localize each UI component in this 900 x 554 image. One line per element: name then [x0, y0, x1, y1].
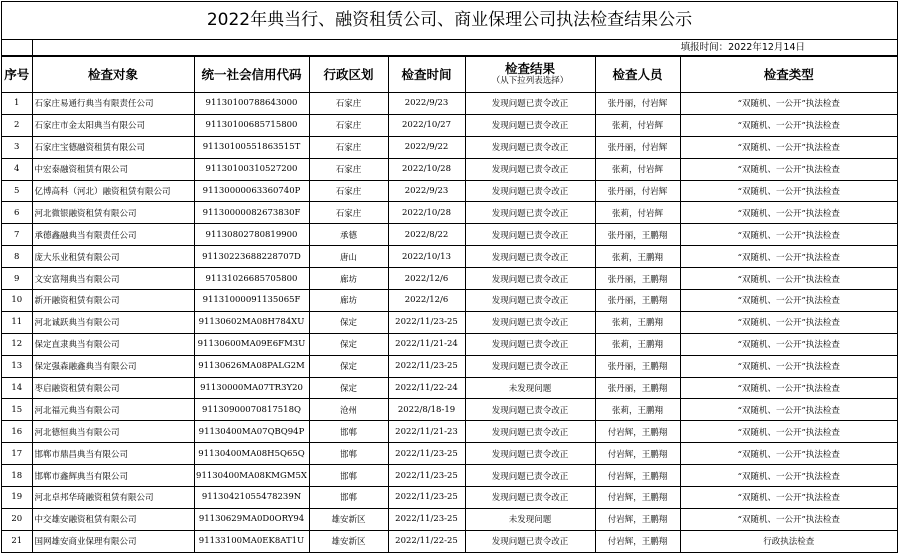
- cell-time: 2022/10/27: [388, 114, 465, 136]
- cell-staff: 张丹丽，王鹏翔: [595, 355, 680, 377]
- table-row: [2, 508, 897, 530]
- cell-object: 新开融资租赁有限公司: [32, 290, 194, 312]
- cell-code: 91130900070817518Q: [194, 399, 309, 421]
- cell-object: 河北卓邦华琦融资租赁有限公司: [32, 487, 194, 509]
- table-row: [2, 136, 897, 158]
- header-seq: 序号: [2, 57, 32, 93]
- cell-code: 91130802780819900: [194, 224, 309, 246]
- cell-region: 廊坊: [309, 290, 388, 312]
- fill-date-row: [2, 40, 897, 56]
- header-row: [2, 57, 897, 93]
- cell-time: 2022/11/23-25: [388, 465, 465, 487]
- cell-staff: 付岩辉，王鹏翔: [595, 465, 680, 487]
- cell-object: 河北福元典当有限公司: [32, 399, 194, 421]
- cell-type: “双随机、一公开”执法检查: [680, 93, 897, 115]
- cell-type: “双随机、一公开”执法检查: [680, 224, 897, 246]
- table-row: [2, 333, 897, 355]
- cell-object: 亿博高科（河北）融资租赁有限公司: [32, 180, 194, 202]
- cell-seq: 3: [2, 136, 32, 158]
- cell-type: “双随机、一公开”执法检查: [680, 246, 897, 268]
- cell-region: 石家庄: [309, 114, 388, 136]
- cell-seq: 21: [2, 530, 32, 551]
- header-result-note: （从下拉列表选择）: [491, 76, 569, 86]
- cell-time: 2022/9/22: [388, 136, 465, 158]
- cell-type: “双随机、一公开”执法检查: [680, 268, 897, 290]
- table-row: [2, 355, 897, 377]
- cell-seq: 15: [2, 399, 32, 421]
- cell-seq: 4: [2, 158, 32, 180]
- cell-type: “双随机、一公开”执法检查: [680, 399, 897, 421]
- cell-result: 发现问题已责令改正: [465, 202, 595, 224]
- header-result: [465, 57, 595, 93]
- cell-region: 保定: [309, 333, 388, 355]
- cell-object: 文安富翔典当有限公司: [32, 268, 194, 290]
- cell-object: 河北德恒典当有限公司: [32, 421, 194, 443]
- cell-code: 91130400MA08H5Q65Q: [194, 443, 309, 465]
- cell-region: 廊坊: [309, 268, 388, 290]
- cell-code: 91130000063360740P: [194, 180, 309, 202]
- cell-time: 2022/9/23: [388, 93, 465, 115]
- cell-code: 91130602MA08H784XU: [194, 311, 309, 333]
- cell-type: “双随机、一公开”执法检查: [680, 180, 897, 202]
- cell-region: 雄安新区: [309, 508, 388, 530]
- table-row: [2, 246, 897, 268]
- cell-result: 发现问题已责令改正: [465, 158, 595, 180]
- cell-seq: 10: [2, 290, 32, 312]
- table-row: [2, 311, 897, 333]
- cell-result: 发现问题已责令改正: [465, 180, 595, 202]
- cell-type: “双随机、一公开”执法检查: [680, 114, 897, 136]
- cell-staff: 张丹丽，付岩辉: [595, 180, 680, 202]
- cell-time: 2022/11/21-23: [388, 421, 465, 443]
- cell-type: “双随机、一公开”执法检查: [680, 465, 897, 487]
- cell-result: 发现问题已责令改正: [465, 136, 595, 158]
- cell-seq: 20: [2, 508, 32, 530]
- cell-seq: 6: [2, 202, 32, 224]
- cell-seq: 5: [2, 180, 32, 202]
- table-body: [2, 93, 897, 552]
- cell-type: “双随机、一公开”执法检查: [680, 158, 897, 180]
- cell-code: 91130100788643000: [194, 93, 309, 115]
- cell-type: “双随机、一公开”执法检查: [680, 136, 897, 158]
- header-staff: 检查人员: [595, 57, 680, 93]
- cell-object: 中宏泰融资租赁有限公司: [32, 158, 194, 180]
- cell-region: 邯郸: [309, 487, 388, 509]
- cell-result: 发现问题已责令改正: [465, 93, 595, 115]
- fill-date: 填报时间：2022年12月14日: [680, 42, 805, 53]
- results-table: [2, 56, 897, 552]
- cell-time: 2022/11/23-25: [388, 487, 465, 509]
- cell-staff: 张莉，王鹏翔: [595, 311, 680, 333]
- cell-time: 2022/11/23-25: [388, 443, 465, 465]
- table-row: [2, 399, 897, 421]
- cell-staff: 张莉，付岩辉: [595, 202, 680, 224]
- cell-staff: 张莉，王鹏翔: [595, 246, 680, 268]
- cell-code: 91130100551863515T: [194, 136, 309, 158]
- cell-staff: 张莉，王鹏翔: [595, 399, 680, 421]
- cell-region: 石家庄: [309, 158, 388, 180]
- cell-result: 发现问题已责令改正: [465, 246, 595, 268]
- cell-result: 发现问题已责令改正: [465, 399, 595, 421]
- cell-object: 邯郸市鼎昌典当有限公司: [32, 443, 194, 465]
- cell-staff: 张丹丽，付岩辉: [595, 93, 680, 115]
- blank-cell: [2, 40, 33, 55]
- cell-seq: 13: [2, 355, 32, 377]
- cell-type: “双随机、一公开”执法检查: [680, 290, 897, 312]
- cell-object: 石家庄市金太阳典当有限公司: [32, 114, 194, 136]
- cell-result: 发现问题已责令改正: [465, 268, 595, 290]
- cell-result: 发现问题已责令改正: [465, 421, 595, 443]
- cell-staff: 张丹丽，付岩辉: [595, 136, 680, 158]
- cell-code: 91131000091135065F: [194, 290, 309, 312]
- cell-time: 2022/11/23-25: [388, 355, 465, 377]
- table-row: [2, 202, 897, 224]
- cell-time: 2022/10/28: [388, 158, 465, 180]
- cell-object: 河北诚跃典当有限公司: [32, 311, 194, 333]
- cell-type: “双随机、一公开”执法检查: [680, 202, 897, 224]
- cell-result: 发现问题已责令改正: [465, 224, 595, 246]
- cell-result: 未发现问题: [465, 508, 595, 530]
- cell-time: 2022/10/13: [388, 246, 465, 268]
- cell-code: 91130600MA09E6FM3U: [194, 333, 309, 355]
- cell-code: 91133100MA0EK8AT1U: [194, 530, 309, 551]
- cell-seq: 2: [2, 114, 32, 136]
- cell-staff: 付岩辉，王鹏翔: [595, 487, 680, 509]
- cell-region: 石家庄: [309, 136, 388, 158]
- cell-region: 沧州: [309, 399, 388, 421]
- cell-object: 承德鑫融典当有限责任公司: [32, 224, 194, 246]
- cell-staff: 张莉，付岩辉: [595, 158, 680, 180]
- cell-code: 91130100310527200: [194, 158, 309, 180]
- table-row: [2, 180, 897, 202]
- cell-result: 发现问题已责令改正: [465, 530, 595, 551]
- cell-time: 2022/12/6: [388, 290, 465, 312]
- cell-object: 庞大乐业租赁有限公司: [32, 246, 194, 268]
- cell-seq: 12: [2, 333, 32, 355]
- cell-code: 91130000MA07TR3Y20: [194, 377, 309, 399]
- cell-time: 2022/8/22: [388, 224, 465, 246]
- table-row: [2, 114, 897, 136]
- cell-region: 邯郸: [309, 465, 388, 487]
- table-row: [2, 158, 897, 180]
- cell-result: 发现问题已责令改正: [465, 311, 595, 333]
- cell-type: “双随机、一公开”执法检查: [680, 443, 897, 465]
- cell-result: 发现问题已责令改正: [465, 114, 595, 136]
- cell-code: 91131026685705800: [194, 268, 309, 290]
- cell-time: 2022/11/23-25: [388, 508, 465, 530]
- cell-time: 2022/12/6: [388, 268, 465, 290]
- cell-code: 91130626MA08PALG2M: [194, 355, 309, 377]
- cell-staff: 张丹丽，王鹏翔: [595, 268, 680, 290]
- table-row: [2, 224, 897, 246]
- cell-seq: 14: [2, 377, 32, 399]
- table-row: [2, 443, 897, 465]
- cell-time: 2022/9/23: [388, 180, 465, 202]
- header-region: 行政区划: [309, 57, 388, 93]
- cell-result: 发现问题已责令改正: [465, 465, 595, 487]
- cell-region: 雄安新区: [309, 530, 388, 551]
- cell-seq: 1: [2, 93, 32, 115]
- table-row: [2, 93, 897, 115]
- cell-code: 91130100685715800: [194, 114, 309, 136]
- cell-staff: 张莉，付岩辉: [595, 114, 680, 136]
- cell-staff: 付岩辉，王鹏翔: [595, 421, 680, 443]
- cell-code: 91130421055478239N: [194, 487, 309, 509]
- header-object: 检查对象: [32, 57, 194, 93]
- cell-result: 未发现问题: [465, 377, 595, 399]
- cell-seq: 9: [2, 268, 32, 290]
- cell-type: “双随机、一公开”执法检查: [680, 377, 897, 399]
- cell-type: “双随机、一公开”执法检查: [680, 333, 897, 355]
- table-row: [2, 421, 897, 443]
- cell-seq: 8: [2, 246, 32, 268]
- cell-time: 2022/11/22-24: [388, 377, 465, 399]
- cell-result: 发现问题已责令改正: [465, 487, 595, 509]
- cell-staff: 付岩辉，王鹏翔: [595, 443, 680, 465]
- cell-region: 邯郸: [309, 443, 388, 465]
- cell-object: 石家庄宝德融资租赁有限公司: [32, 136, 194, 158]
- cell-result: 发现问题已责令改正: [465, 333, 595, 355]
- cell-seq: 7: [2, 224, 32, 246]
- cell-staff: 张莉，王鹏翔: [595, 333, 680, 355]
- cell-object: 河北微银融资租赁有限公司: [32, 202, 194, 224]
- cell-object: 石家庄易通行典当有限责任公司: [32, 93, 194, 115]
- cell-time: 2022/8/18-19: [388, 399, 465, 421]
- cell-seq: 19: [2, 487, 32, 509]
- header-type: 检查类型: [680, 57, 897, 93]
- cell-code: 91130400MA07QBQ94P: [194, 421, 309, 443]
- cell-type: “双随机、一公开”执法检查: [680, 421, 897, 443]
- cell-time: 2022/10/28: [388, 202, 465, 224]
- page-title: 2022年典当行、融资租赁公司、商业保理公司执法检查结果公示: [2, 2, 897, 40]
- cell-type: 行政执法检查: [680, 530, 897, 551]
- cell-region: 唐山: [309, 246, 388, 268]
- header-result-label: 检查结果: [504, 61, 555, 76]
- cell-region: 保定: [309, 355, 388, 377]
- cell-seq: 18: [2, 465, 32, 487]
- cell-result: 发现问题已责令改正: [465, 443, 595, 465]
- cell-time: 2022/11/21-24: [388, 333, 465, 355]
- header-code: 统一社会信用代码: [194, 57, 309, 93]
- cell-type: “双随机、一公开”执法检查: [680, 487, 897, 509]
- cell-object: 枣启融资租赁有限公司: [32, 377, 194, 399]
- cell-region: 邯郸: [309, 421, 388, 443]
- cell-region: 石家庄: [309, 202, 388, 224]
- cell-region: 石家庄: [309, 93, 388, 115]
- cell-object: 保定强森融鑫典当有限公司: [32, 355, 194, 377]
- spreadsheet: [1, 1, 898, 553]
- table-row: [2, 268, 897, 290]
- cell-object: 保定直隶典当有限公司: [32, 333, 194, 355]
- cell-staff: 付岩辉，王鹏翔: [595, 508, 680, 530]
- table-row: [2, 377, 897, 399]
- cell-object: 中交雄安融资租赁有限公司: [32, 508, 194, 530]
- cell-result: 发现问题已责令改正: [465, 355, 595, 377]
- cell-staff: 付岩辉，王鹏翔: [595, 530, 680, 551]
- cell-code: 91130000082673830F: [194, 202, 309, 224]
- table-row: [2, 290, 897, 312]
- header-time: 检查时间: [388, 57, 465, 93]
- cell-type: “双随机、一公开”执法检查: [680, 508, 897, 530]
- cell-region: 承德: [309, 224, 388, 246]
- table-row: [2, 530, 897, 551]
- cell-seq: 11: [2, 311, 32, 333]
- cell-result: 发现问题已责令改正: [465, 290, 595, 312]
- cell-object: 国网雄安商业保理有限公司: [32, 530, 194, 551]
- cell-code: 91130223688228707D: [194, 246, 309, 268]
- cell-time: 2022/11/23-25: [388, 311, 465, 333]
- cell-staff: 张丹丽，王鹏翔: [595, 377, 680, 399]
- cell-seq: 16: [2, 421, 32, 443]
- table-row: [2, 487, 897, 509]
- cell-code: 91130400MA08KMGM5X: [194, 465, 309, 487]
- cell-staff: 张丹丽，王鹏翔: [595, 224, 680, 246]
- cell-region: 保定: [309, 377, 388, 399]
- table-row: [2, 465, 897, 487]
- cell-staff: 张丹丽，王鹏翔: [595, 290, 680, 312]
- cell-type: “双随机、一公开”执法检查: [680, 355, 897, 377]
- cell-seq: 17: [2, 443, 32, 465]
- cell-region: 保定: [309, 311, 388, 333]
- cell-type: “双随机、一公开”执法检查: [680, 311, 897, 333]
- cell-time: 2022/11/22-25: [388, 530, 465, 551]
- cell-object: 邯郸市鑫辉典当有限公司: [32, 465, 194, 487]
- cell-region: 石家庄: [309, 180, 388, 202]
- cell-code: 91130629MA0D0ORY94: [194, 508, 309, 530]
